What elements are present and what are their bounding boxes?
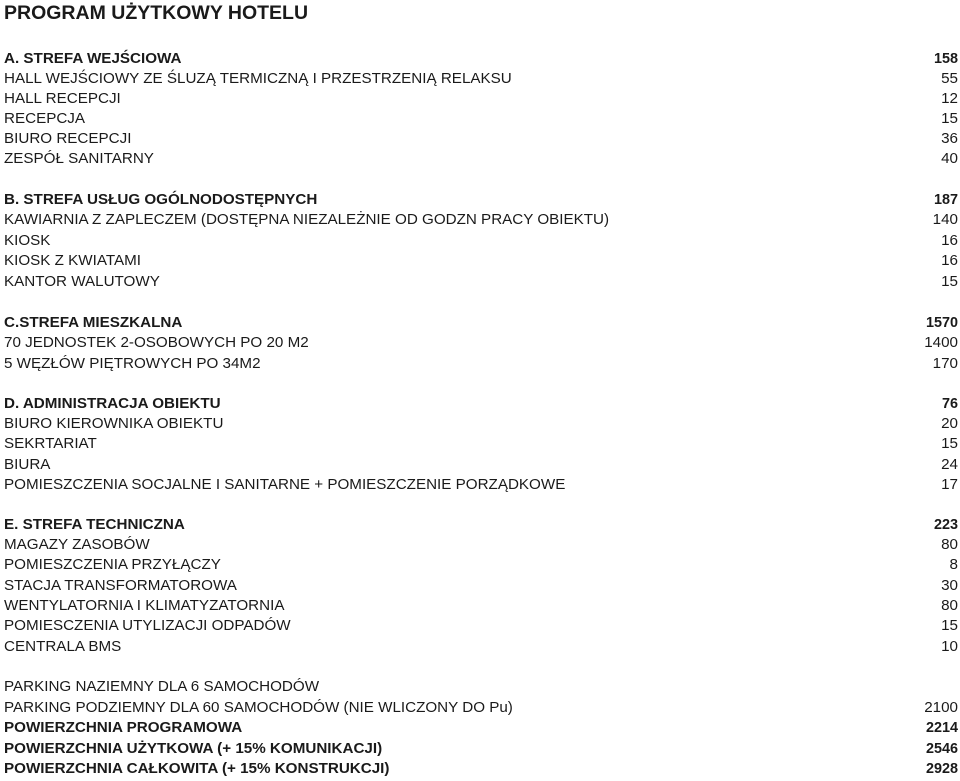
table-row: [4, 576, 958, 596]
row-label: PARKING PODZIEMNY DLA 60 SAMOCHODÓW (NIE WLICZONY DO Pu): [4, 699, 513, 716]
row-value: 15: [941, 617, 958, 634]
row-label: POMIESZCZENIA PRZYŁĄCZY: [4, 556, 221, 573]
document-title: PROGRAM UŻYTKOWY HOTELU: [4, 2, 309, 24]
total-value: 2928: [925, 761, 958, 777]
table-row: [4, 455, 958, 475]
table-row: [4, 535, 958, 555]
row-value: 1400: [924, 334, 958, 351]
row-label: STACJA TRANSFORMATOROWA: [4, 577, 237, 594]
parking-row: [4, 698, 958, 718]
total-value: 2214: [925, 720, 958, 736]
section-heading-value: 187: [933, 192, 958, 208]
row-value: 12: [941, 90, 958, 107]
section-heading-b: [4, 190, 958, 210]
table-row: [4, 109, 958, 129]
row-value: 36: [941, 130, 958, 147]
table-row: [4, 231, 958, 251]
row-label: BIURO RECEPCJI: [4, 130, 132, 147]
table-row: [4, 69, 958, 89]
section-heading-value: 223: [933, 517, 958, 533]
row-label: POMIESCZENIA UTYLIZACJI ODPADÓW: [4, 617, 291, 634]
row-label: BIURA: [4, 456, 51, 473]
row-value: 8: [949, 556, 958, 573]
table-row: [4, 354, 958, 374]
table-row: [4, 149, 958, 169]
total-row-uzytkowa: [4, 739, 958, 759]
row-value: 2100: [924, 699, 958, 716]
table-row: [4, 555, 958, 575]
row-label: 70 JEDNOSTEK 2-OSOBOWYCH PO 20 M2: [4, 334, 309, 351]
section-heading-label: B. STREFA USŁUG OGÓLNODOSTĘPNYCH: [4, 191, 318, 208]
table-row: [4, 475, 958, 495]
section-heading-d: [4, 394, 958, 414]
table-row: [4, 251, 958, 271]
row-label: KANTOR WALUTOWY: [4, 273, 160, 290]
section-heading-value: 158: [933, 51, 958, 67]
row-label: 5 WĘZŁÓW PIĘTROWYCH PO 34M2: [4, 355, 261, 372]
table-row: [4, 272, 958, 292]
row-label: POMIESZCZENIA SOCJALNE I SANITARNE + POMIESZCZENIE PORZĄDKOWE: [4, 476, 566, 493]
row-label: CENTRALA BMS: [4, 638, 122, 655]
section-heading-e: [4, 515, 958, 535]
row-label: HALL WEJŚCIOWY ZE ŚLUZĄ TERMICZNĄ I PRZESTRZENIĄ RELAKSU: [4, 70, 512, 87]
section-heading-label: E. STREFA TECHNICZNA: [4, 516, 185, 533]
total-row-calkowita: [4, 759, 958, 779]
table-row: [4, 434, 958, 454]
row-value: 24: [941, 456, 958, 473]
total-label: POWIERZCHNIA UŻYTKOWA (+ 15% KOMUNIKACJI): [4, 740, 383, 757]
table-row: [4, 333, 958, 353]
row-value: 55: [941, 70, 958, 87]
total-label: POWIERZCHNIA PROGRAMOWA: [4, 719, 243, 736]
parking-row: [4, 677, 958, 697]
row-label: ZESPÓŁ SANITARNY: [4, 150, 154, 167]
table-row: [4, 210, 958, 230]
row-value: 16: [941, 232, 958, 249]
row-value: 15: [941, 110, 958, 127]
section-heading-value: 76: [941, 396, 958, 412]
row-value: 80: [941, 536, 958, 553]
row-value: 40: [941, 150, 958, 167]
table-row: [4, 414, 958, 434]
total-value: 2546: [925, 741, 958, 757]
row-value: 170: [932, 355, 958, 372]
row-value: 15: [941, 273, 958, 290]
row-label: WENTYLATORNIA I KLIMATYZATORNIA: [4, 597, 285, 614]
row-value: 30: [941, 577, 958, 594]
row-label: KIOSK Z KWIATAMI: [4, 252, 141, 269]
row-label: SEKRTARIAT: [4, 435, 97, 452]
row-label: MAGAZY ZASOBÓW: [4, 536, 150, 553]
row-label: HALL RECEPCJI: [4, 90, 121, 107]
table-row: [4, 89, 958, 109]
row-label: KAWIARNIA Z ZAPLECZEM (DOSTĘPNA NIEZALEŻNIE OD GODZN PRACY OBIEKTU): [4, 211, 610, 228]
row-label: RECEPCJA: [4, 110, 86, 127]
section-heading-label: C.STREFA MIESZKALNA: [4, 314, 183, 331]
table-row: [4, 616, 958, 636]
section-heading-a: [4, 49, 958, 69]
section-heading-label: A. STREFA WEJŚCIOWA: [4, 50, 182, 67]
row-label: BIURO KIEROWNIKA OBIEKTU: [4, 415, 224, 432]
table-row: [4, 637, 958, 657]
row-value: 80: [941, 597, 958, 614]
total-row-programowa: [4, 718, 958, 738]
table-row: [4, 129, 958, 149]
row-label: KIOSK: [4, 232, 51, 249]
table-row: [4, 596, 958, 616]
row-label: PARKING NAZIEMNY DLA 6 SAMOCHODÓW: [4, 678, 320, 695]
row-value: 17: [941, 476, 958, 493]
row-value: 10: [941, 638, 958, 655]
row-value: 140: [932, 211, 958, 228]
section-heading-value: 1570: [925, 315, 958, 331]
section-heading-c: [4, 313, 958, 333]
row-value: 16: [941, 252, 958, 269]
row-value: 15: [941, 435, 958, 452]
total-label: POWIERZCHNIA CAŁKOWITA (+ 15% KONSTRUKCJI): [4, 760, 390, 777]
row-value: 20: [941, 415, 958, 432]
section-heading-label: D. ADMINISTRACJA OBIEKTU: [4, 395, 221, 412]
